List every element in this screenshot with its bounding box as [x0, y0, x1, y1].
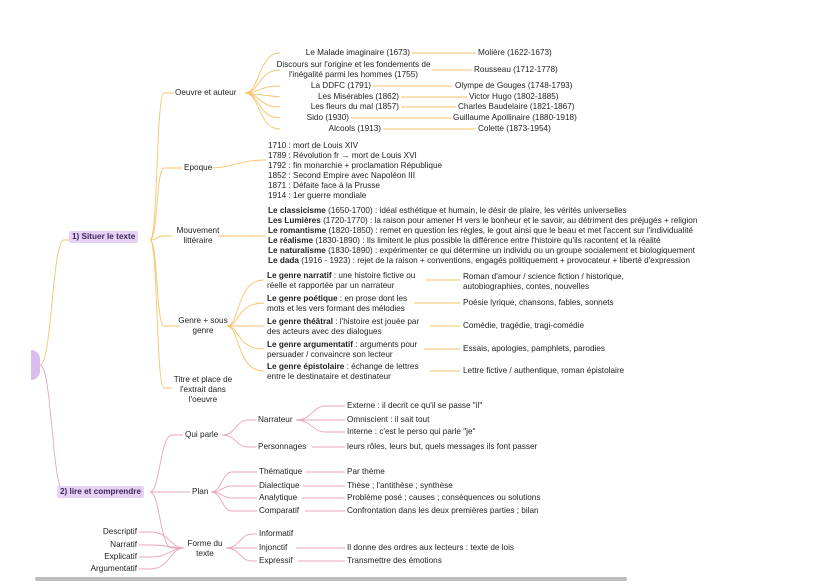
author-item: Rousseau (1712-1778)	[474, 65, 558, 74]
section2-label[interactable]: 2) lire et comprendre	[57, 486, 144, 498]
forme-right-item[interactable]: Injonctif	[259, 543, 288, 552]
author-item: Olympe de Gouges (1748-1793)	[455, 81, 573, 90]
plan-text: Problème posé ; causes ; conséquences ou solutions	[347, 493, 541, 502]
genre-node[interactable]: Genre + sous genre	[178, 316, 228, 335]
narrateur-item: Omniscient : il sait tout	[347, 415, 430, 424]
mouvement-item: Le romantisme (1820-1850) : remet en question les règles, le gout ainsi que le beau et met l'accent sur l'individualité	[268, 226, 694, 235]
mouvement-node[interactable]: Mouvement littéraire	[176, 226, 220, 245]
genre-sub: Comédie, tragédie, tragi-comédie	[463, 321, 585, 330]
work-item: Alcools (1913)	[328, 124, 381, 133]
epoque-line: 1710 : mort de Louis XIV	[268, 141, 359, 150]
author-item: Charles Baudelaire (1821-1867)	[458, 102, 575, 111]
plan-text: Confrontation dans les deux premières parties ; bilan	[347, 506, 539, 515]
genre-sub: Poésie lyrique, chansons, fables, sonnets	[463, 298, 614, 307]
genre-item: Le genre poétique : en prose dont les mots et les vers formant des mélodies	[267, 294, 408, 313]
plan-item[interactable]: Dialectique	[259, 481, 300, 490]
forme-right-text: Il donne des ordres aux lecteurs : texte de lois	[347, 543, 515, 552]
root-to-section2-line	[40, 365, 70, 492]
forme-left-item[interactable]: Descriptif	[102, 527, 137, 536]
genre-sub: Essais, apologies, pamphlets, parodies	[463, 344, 605, 353]
work-item: Le Malade imaginaire (1673)	[305, 48, 410, 57]
epoque-node[interactable]: Epoque	[184, 163, 213, 172]
titre-node[interactable]: Titre et place de l'extrait dans l'oeuvre	[173, 375, 233, 404]
forme-left-item[interactable]: Argumentatif	[90, 564, 137, 573]
author-item: Molière (1622-1673)	[478, 48, 552, 57]
personnages-text: leurs rôles, leurs but, quels messages ils font passer	[347, 442, 538, 451]
work-item: Sido (1930)	[306, 113, 349, 122]
narrateur-item: Interne : c'est le perso qui parle "je"	[347, 427, 476, 436]
genre-item: Le genre narratif : une histoire fictive ou réelle et rapportée par un narrateur	[267, 271, 416, 290]
forme-left-item[interactable]: Explicatif	[104, 552, 137, 561]
epoque-line: 1789 : Révolution fr → mort de Louis XVI	[268, 151, 417, 160]
epoque-line: 1792 : fin monarchie + proclamation République	[268, 161, 443, 170]
work-item: Les Misérables (1862)	[317, 92, 399, 101]
work-item: La DDFC (1791)	[310, 81, 371, 90]
epoque-line: 1871 : Défaite face à la Prusse	[268, 181, 380, 190]
oeuvre-node[interactable]: Oeuvre et auteur	[175, 88, 237, 97]
forme-left-item[interactable]: Narratif	[110, 540, 137, 549]
genre-item: Le genre argumentatif : arguments pour persuader / convaincre son lecteur	[267, 340, 418, 359]
root-to-section1-line	[40, 240, 70, 365]
forme-node[interactable]: Forme du texte	[187, 539, 223, 558]
work-item: Les fleurs du mal (1857)	[310, 102, 399, 111]
mouvement-item: Le dada (1916 - 1923) : rejet de la raison + conventions, engagés politiquement + provocateur + liberté d'expression	[268, 256, 690, 265]
author-item: Colette (1873-1954)	[478, 124, 551, 133]
mouvement-item: Le naturalisme (1830-1890) : expérimenter ce qui détermine un individu ou un groupe socialement et biologiquement	[268, 246, 695, 255]
mouvement-item: Le réalisme (1830-1890) : Ils limitent le plus possible la différence entre l'histoire qu'ils racontent et la réalité	[268, 236, 661, 245]
work-item: Discours sur l'origine et les fondements de l'inégalité parmi les hommes (1755)	[276, 60, 431, 79]
forme-right-item[interactable]: Expressif	[259, 556, 293, 565]
genre-item: Le genre épistolaire : échange de lettres entre le destinataire et destinateur	[267, 362, 419, 381]
narrateur-item: Externe : il decrit ce qu'il se passe "il"	[347, 401, 483, 410]
plan-node[interactable]: Plan	[192, 487, 209, 496]
genre-item: Le genre théâtral : l'histoire est jouée par des acteurs avec des dialogues	[267, 317, 420, 336]
genre-sub: Roman d'amour / science fiction / historique, autobiographies, contes, nouvelles	[463, 272, 624, 291]
genre-sub: Lettre fictive / authentique, roman épistolaire	[463, 366, 625, 375]
plan-text: Thèse ; l'antithèse ; synthèse	[347, 481, 453, 490]
section2-branches	[139, 406, 345, 569]
horizontal-scrollbar[interactable]	[35, 577, 627, 581]
epoque-line: 1914 : 1er guerre mondiale	[268, 191, 367, 200]
section1-label[interactable]: 1) Situer le texte	[69, 231, 138, 243]
plan-item[interactable]: Analytique	[259, 493, 298, 502]
author-item: Victor Hugo (1802-1885)	[469, 92, 559, 101]
plan-text: Par thème	[347, 467, 385, 476]
mouvement-item: Le classicisme (1650-1700) : idéal esthétique et humain, le désir de plaire, les vérités universelles	[268, 206, 627, 215]
author-item: Guillaume Apollinaire (1880-1918)	[453, 113, 577, 122]
personnages-node[interactable]: Personnages	[258, 442, 307, 451]
mouvement-item: Les Lumières (1720-1770) : la raison pour amener H vers le bonheur et le savoir, au détriment des préjugés + religion	[268, 216, 698, 225]
forme-right-text: Transmettre des émotions	[347, 556, 442, 565]
epoque-line: 1852 : Second Empire avec Napoléon III	[268, 171, 416, 180]
forme-right-item[interactable]: Informatif	[259, 529, 294, 538]
qui-parle-node[interactable]: Qui parle	[185, 430, 219, 439]
plan-item[interactable]: Thématique	[259, 467, 303, 476]
plan-item[interactable]: Comparatif	[259, 506, 300, 515]
root-node[interactable]	[31, 350, 40, 380]
narrateur-node[interactable]: Narrateur	[258, 415, 293, 424]
